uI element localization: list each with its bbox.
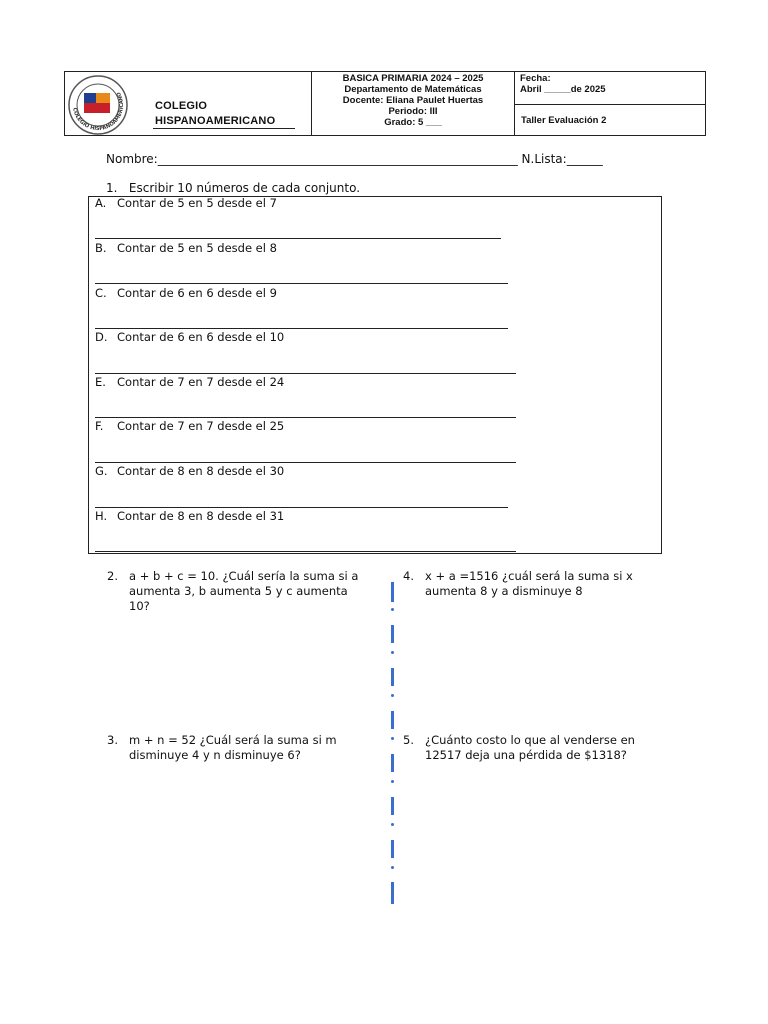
item-letter: E. (95, 375, 106, 389)
item-text: Contar de 5 en 5 desde el 8 (117, 241, 277, 255)
question-text (129, 733, 337, 763)
answer-line[interactable] (95, 462, 516, 463)
item-text: Contar de 6 en 6 desde el 10 (117, 330, 285, 344)
question-text (425, 569, 633, 599)
list-item (95, 330, 284, 344)
item-letter: H. (95, 509, 108, 523)
divider-dash (391, 668, 394, 686)
question-text (129, 569, 358, 614)
answer-line[interactable] (95, 328, 508, 329)
divider-dash (391, 625, 394, 643)
divider-dash (391, 797, 394, 815)
item-letter: G. (95, 464, 108, 478)
item-text: Contar de 7 en 7 desde el 24 (117, 375, 285, 389)
item-letter: B. (95, 241, 107, 255)
course-info (312, 72, 514, 128)
divider-dot (391, 694, 394, 697)
task-text: Escribir 10 números de cada conjunto. (128, 181, 361, 195)
question-line: ¿Cuánto costo lo que al venderse en (425, 733, 635, 747)
task-number: 1. (106, 181, 118, 195)
divider-dash (391, 754, 394, 772)
item-text: Contar de 7 en 7 desde el 25 (117, 419, 285, 433)
worksheet-title: Taller Evaluación 2 (521, 115, 607, 126)
date-label: Fecha: (520, 73, 551, 84)
divider-dash (391, 840, 394, 858)
list-item (95, 286, 277, 300)
course-level: BASICA PRIMARIA 2024 – 2025 (342, 73, 484, 84)
task1-instruction (106, 181, 360, 195)
logo-ring-text: COLEGIO HISPANOAMERICANO (71, 90, 126, 133)
department: Departamento de Matemáticas (344, 84, 482, 95)
question-line: aumenta 3, b aumenta 5 y c aumenta (129, 584, 348, 598)
question-line: disminuye 4 y n disminuye 6? (129, 748, 301, 762)
list-item (95, 196, 277, 210)
item-letter: D. (95, 330, 108, 344)
list-item (95, 241, 277, 255)
question-number: 2. (107, 569, 118, 583)
divider-dash (391, 711, 394, 729)
divider-dash (391, 582, 394, 602)
list-item (95, 419, 284, 433)
question-line: x + a =1516 ¿cuál será la suma si x (425, 569, 633, 583)
question-line: m + n = 52 ¿Cuál será la suma si m (129, 733, 337, 747)
question-line: 12517 deja una pérdida de $1318? (425, 748, 627, 762)
student-name-field[interactable]: Nombre:____________________________________________________________ N.Lista:______ (106, 152, 603, 166)
header-divider (514, 104, 705, 105)
item-text: Contar de 8 en 8 desde el 31 (117, 509, 285, 523)
answer-line[interactable] (95, 238, 501, 239)
divider-dot (391, 608, 394, 611)
question-line: aumenta 8 y a disminuye 8 (425, 584, 583, 598)
answer-line[interactable] (95, 417, 516, 418)
item-letter: A. (95, 196, 107, 210)
divider-dot (391, 866, 394, 869)
list-item (95, 464, 284, 478)
item-letter: F. (95, 419, 104, 433)
item-text: Contar de 6 en 6 desde el 9 (117, 286, 277, 300)
teacher: Docente: Eliana Paulet Huertas (342, 95, 484, 106)
divider-dot (391, 780, 394, 783)
item-text: Contar de 8 en 8 desde el 30 (117, 464, 285, 478)
list-item (95, 509, 284, 523)
header-table (64, 71, 706, 136)
question-line: 10? (129, 599, 150, 613)
item-letter: C. (95, 286, 107, 300)
school-name-line: HISPANOAMERICANO (155, 115, 276, 127)
question-text (425, 733, 635, 763)
list-item (95, 375, 284, 389)
question-number: 5. (403, 733, 414, 747)
logo-shield-red (84, 103, 110, 113)
item-text: Contar de 5 en 5 desde el 7 (117, 196, 277, 210)
question-number: 3. (107, 733, 118, 747)
school-logo (65, 72, 131, 138)
divider-dot (391, 823, 394, 826)
date-cell (520, 73, 606, 95)
date-value[interactable]: Abril _____de 2025 (520, 84, 606, 95)
grade: Grado: 5 ___ (384, 117, 442, 128)
school-name-line: COLEGIO (155, 100, 208, 112)
divider-dot (391, 737, 394, 740)
school-name (155, 99, 275, 129)
answer-line[interactable] (95, 551, 516, 552)
question-line: a + b + c = 10. ¿Cuál sería la suma si a (129, 569, 359, 583)
school-underline (153, 128, 295, 129)
answer-line[interactable] (95, 373, 516, 374)
question-number: 4. (403, 569, 414, 583)
answer-line[interactable] (95, 507, 508, 508)
period: Periodo: III (388, 106, 438, 117)
divider-dot (391, 651, 394, 654)
answer-line[interactable] (95, 283, 508, 284)
divider-dash (391, 882, 394, 904)
